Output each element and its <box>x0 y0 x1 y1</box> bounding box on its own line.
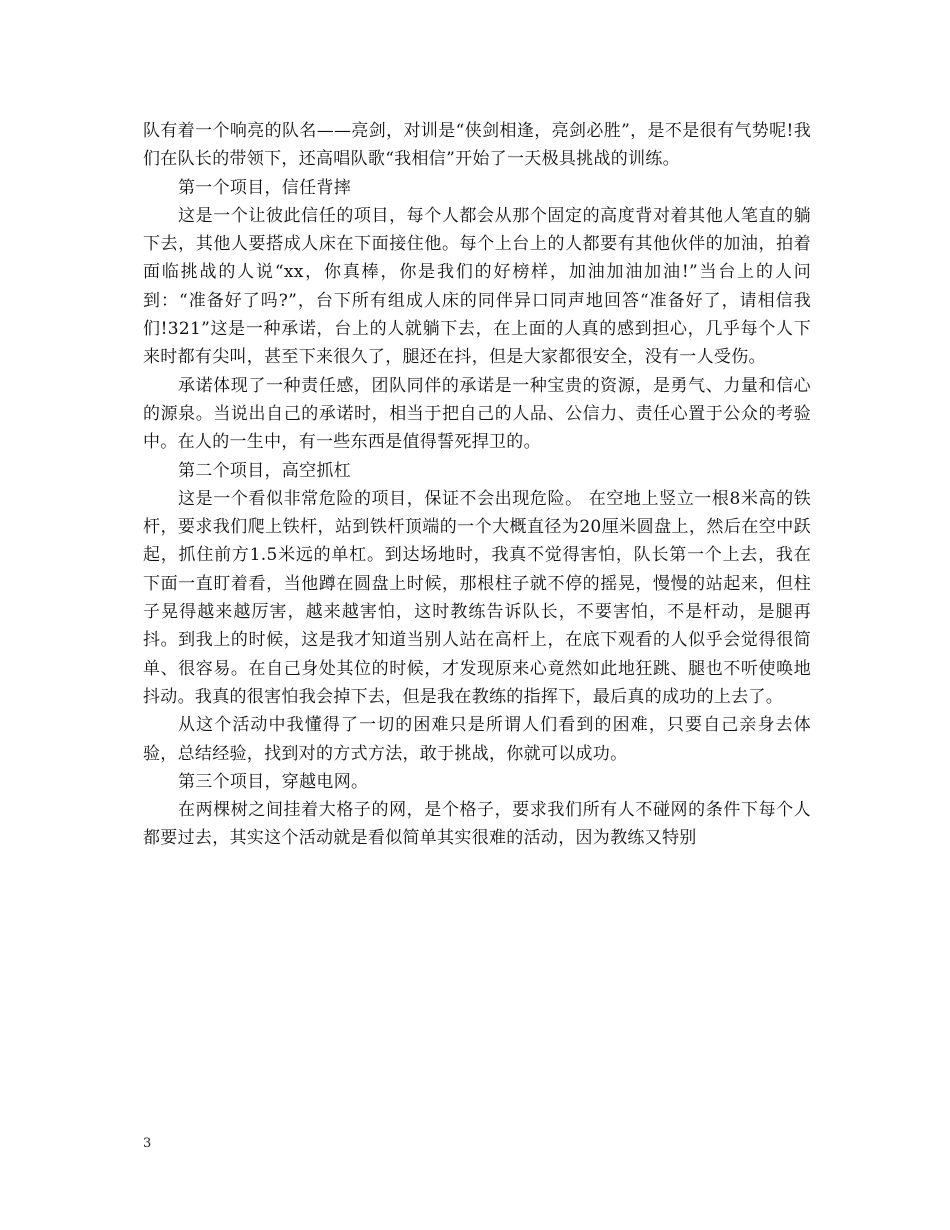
heading-project-two: 第二个项目，高空抓杠 <box>178 460 351 481</box>
paragraph-spider-web: 在两棵树之间挂着大格子的网，是个格子，要求我们所有人不碰网的条件下每个人都要过去，其实这个活动就是看似简单其实很难的活动，因为教练又特别 <box>143 800 811 849</box>
paragraph-lesson: 从这个活动中我懂得了一切的困难只是所谓人们看到的困难，只要自己亲身去体验，总结经验，找到对的方式方法，敢于挑战，你就可以成功。 <box>143 715 811 764</box>
page-number: 3 <box>143 1136 152 1151</box>
heading-project-three: 第三个项目，穿越电网。 <box>178 771 369 792</box>
paragraph-commitment: 承诺体现了一种责任感，团队同伴的承诺是一种宝贵的资源，是勇气、力量和信心的源泉。当说出自己的承诺时，相当于把自己的人品、公信力、责任心置于公众的考验中。在人的一生中，有一些东西是值得誓死捍卫的。 <box>143 375 811 453</box>
document-body <box>143 117 811 853</box>
paragraph-high-bar: 这是一个看似非常危险的项目，保证不会出现危险。 在空地上竖立一根8米高的铁杆，要求我们爬上铁杆，站到铁杆顶端的一个大概直径为20厘米圆盘上，然后在空中跃起，抓住前方1.5米远的单杠。到达场地时，我真不觉得害怕，队长第一个上去，我在下面一直盯着看，当他蹲在圆盘上时候，那根柱子就不停的摇晃，慢慢的站起来，但柱子晃得越来越厉害，越来越害怕，这时教练告诉队长，不要害怕，不是杆动，是腿再抖。到我上的时候，这是我才知道当别人站在高杆上，在底下观看的人似乎会觉得很简单、很容易。在自己身处其位的时候，才发现原来心竟然如此地狂跳、腿也不听使唤地抖动。我真的很害怕我会掉下去，但是我在教练的指挥下，最后真的成功的上去了。 <box>143 488 811 707</box>
heading-project-one: 第一个项目，信任背摔 <box>178 177 351 198</box>
paragraph-team-intro: 队有着一个响亮的队名——亮剑，对训是“侠剑相逢，亮剑必胜”，是不是很有气势呢!我们在队长的带领下，还高唱队歌“我相信”开始了一天极具挑战的训练。 <box>143 121 811 170</box>
paragraph-trust-fall: 这是一个让彼此信任的项目，每个人都会从那个固定的高度背对着其他人笔直的躺下去，其他人要搭成人床在下面接住他。每个上台上的人都要有其他伙伴的加油，拍着面临挑战的人说“xx，你真棒，你是我们的好榜样，加油加油加油!”当台上的人问到：“准备好了吗?”，台下所有组成人床的同伴异口同声地回答“准备好了，请相信我们!321”这是一种承诺，台上的人就躺下去，在上面的人真的感到担心，几乎每个人下来时都有尖叫，甚至下来很久了，腿还在抖，但是大家都很安全，没有一人受伤。 <box>143 205 811 368</box>
